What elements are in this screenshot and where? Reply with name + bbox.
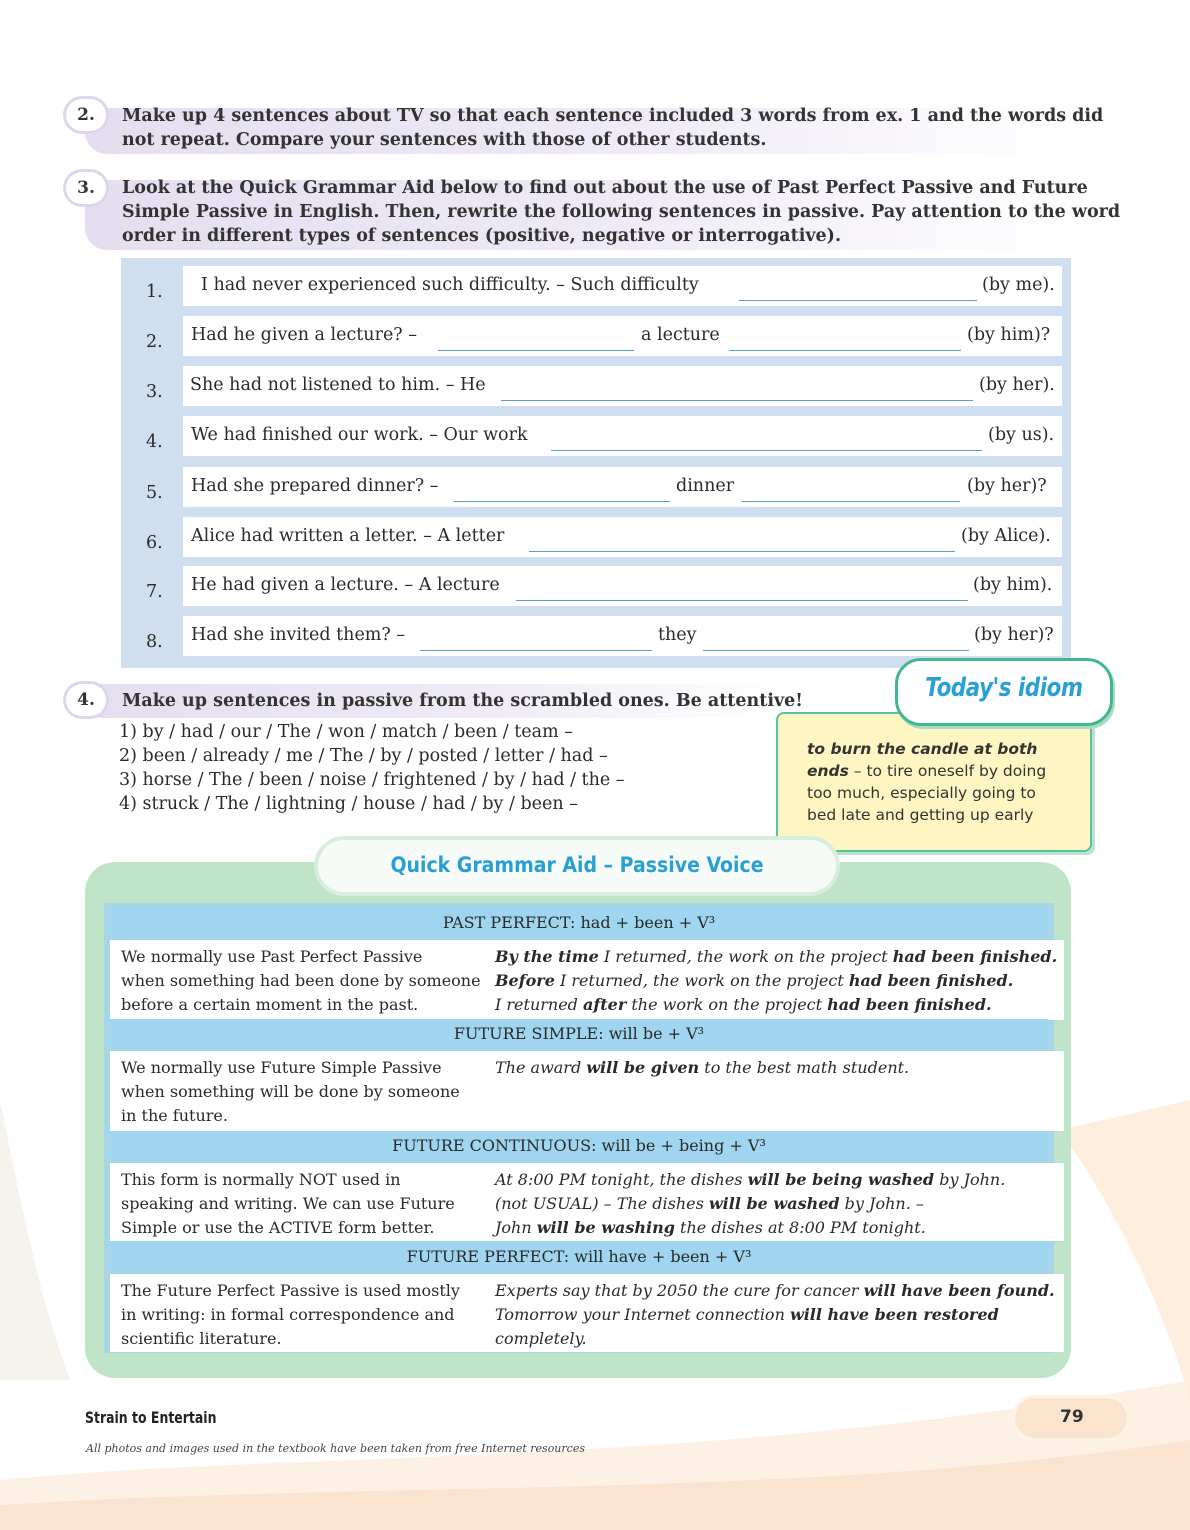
exercise-4-number: 4. xyxy=(66,684,106,716)
example-line xyxy=(495,1327,1056,1351)
example-emphasis: Before xyxy=(495,971,555,990)
example-line xyxy=(495,1168,1056,1192)
example-emphasis: will be being washed xyxy=(747,1170,935,1189)
footnote: All photos and images used in the textbook have been taken from free Internet resources xyxy=(86,1442,585,1455)
example-text: I returned, the work on the project xyxy=(554,971,849,990)
example-text: Tomorrow your Internet connection xyxy=(495,1305,790,1324)
idiom-meaning: – to tire oneself by doing xyxy=(848,762,1047,780)
scrambled-item: 2) been / already / me / The / by / posted / letter / had – xyxy=(119,746,608,766)
usage-line: when something will be done by someone xyxy=(121,1082,460,1101)
example-emphasis: will be washed xyxy=(708,1194,840,1213)
grammar-usage-cell xyxy=(110,940,505,1020)
idiom-meaning: bed late and getting up early xyxy=(807,806,1034,824)
exercise-row xyxy=(183,517,1062,557)
example-emphasis: after xyxy=(583,995,627,1014)
answer-blank[interactable] xyxy=(729,350,961,351)
answer-blank[interactable] xyxy=(739,300,977,301)
example-line xyxy=(495,1279,1056,1303)
grammar-section-header: FUTURE PERFECT: will have + been + V³ xyxy=(110,1242,1048,1272)
item-ending: (by us). xyxy=(988,425,1055,445)
answer-blank[interactable] xyxy=(438,350,634,351)
example-text: (not USUAL) – The dishes xyxy=(495,1194,709,1213)
scrambled-item: 3) horse / The / been / noise / frightened / by / had / the – xyxy=(119,770,625,790)
instruction-line: not repeat. Compare your sentences with those of other students. xyxy=(122,130,767,150)
example-line xyxy=(495,1192,1056,1216)
answer-blank[interactable] xyxy=(454,501,670,502)
item-ending: (by me). xyxy=(982,275,1055,295)
instruction-line: Look at the Quick Grammar Aid below to find out about the use of Past Perfect Passive and Future xyxy=(122,178,1088,198)
example-text: John xyxy=(495,1218,537,1237)
grammar-section-header: PAST PERFECT: had + been + V³ xyxy=(110,908,1048,938)
usage-line: in writing: in formal correspondence and xyxy=(121,1305,455,1324)
answer-blank[interactable] xyxy=(516,600,968,601)
grammar-aid-title: Quick Grammar Aid – Passive Voice xyxy=(390,853,764,877)
answer-blank[interactable] xyxy=(501,400,973,401)
item-number: 8. xyxy=(146,632,163,652)
usage-line: Simple or use the ACTIVE form better. xyxy=(121,1218,435,1237)
exercise-4-instruction: Make up sentences in passive from the scrambled ones. Be attentive! xyxy=(122,691,803,711)
footer-brand: Strain to Entertain xyxy=(85,1408,217,1427)
grammar-example-cell xyxy=(487,1051,1064,1131)
grammar-usage-cell xyxy=(110,1274,505,1352)
grammar-example-cell xyxy=(487,1163,1064,1241)
instruction-line: Simple Passive in English. Then, rewrite the following sentences in passive. Pay attention to the word xyxy=(122,202,1121,222)
exercise-row xyxy=(183,366,1062,406)
exercise-row xyxy=(183,616,1062,656)
item-ending: (by her)? xyxy=(974,625,1054,645)
usage-line: when something had been done by someone xyxy=(121,971,481,990)
item-prompt: Had he given a lecture? – xyxy=(191,325,417,345)
grammar-section-header: FUTURE SIMPLE: will be + V³ xyxy=(110,1019,1048,1049)
example-text: At 8:00 PM tonight, the dishes xyxy=(495,1170,748,1189)
usage-line: We normally use Past Perfect Passive xyxy=(121,947,423,966)
scrambled-item: 1) by / had / our / The / won / match / been / team – xyxy=(119,722,573,742)
exercise-3-instruction xyxy=(122,176,1121,248)
item-prompt: I had never experienced such difficulty. – Such difficulty xyxy=(201,275,699,295)
item-number: 7. xyxy=(146,582,163,602)
example-text: Experts say that by 2050 the cure for cancer xyxy=(495,1281,864,1300)
example-text: the dishes at 8:00 PM tonight. xyxy=(674,1218,926,1237)
item-ending: (by him)? xyxy=(967,325,1051,345)
example-emphasis: will have been found. xyxy=(863,1281,1055,1300)
example-text: The award xyxy=(495,1058,587,1077)
item-prompt: Alice had written a letter. – A letter xyxy=(191,526,505,546)
item-middle: dinner xyxy=(676,476,735,496)
item-prompt: We had finished our work. – Our work xyxy=(191,425,528,445)
exercise-3-number: 3. xyxy=(66,172,106,204)
scrambled-item: 4) struck / The / lightning / house / had / by / been – xyxy=(119,794,578,814)
grammar-usage-cell xyxy=(110,1051,505,1131)
item-number: 6. xyxy=(146,533,163,553)
grammar-aid-title-pill xyxy=(318,840,836,892)
idiom-meaning: too much, especially going to xyxy=(807,784,1036,802)
example-emphasis: had been finished. xyxy=(827,995,992,1014)
example-line xyxy=(495,969,1056,993)
exercise-row xyxy=(183,416,1062,456)
item-ending: (by her). xyxy=(979,375,1055,395)
exercise-row xyxy=(183,266,1062,306)
grammar-usage-cell xyxy=(110,1163,505,1241)
item-ending: (by Alice). xyxy=(961,526,1051,546)
exercise-row xyxy=(183,467,1062,507)
grammar-example-cell xyxy=(487,1274,1064,1352)
example-emphasis: will be given xyxy=(586,1058,700,1077)
answer-blank[interactable] xyxy=(551,450,982,451)
example-text: completely. xyxy=(495,1329,587,1348)
idiom-title: Today's idiom xyxy=(925,673,1083,703)
item-prompt: Had she invited them? – xyxy=(191,625,406,645)
answer-blank[interactable] xyxy=(529,551,955,552)
example-emphasis: had been finished. xyxy=(848,971,1014,990)
item-ending: (by him). xyxy=(973,575,1053,595)
instruction-line: order in different types of sentences (positive, negative or interrogative). xyxy=(122,226,842,246)
exercise-row xyxy=(183,566,1062,606)
item-middle: they xyxy=(658,625,697,645)
example-text: the work on the project xyxy=(626,995,828,1014)
grammar-section-header: FUTURE CONTINUOUS: will be + being + V³ xyxy=(110,1131,1048,1161)
exercise-2-instruction xyxy=(122,104,1104,152)
example-text: by John. xyxy=(934,1170,1006,1189)
item-number: 5. xyxy=(146,483,163,503)
item-prompt: Had she prepared dinner? – xyxy=(191,476,439,496)
idiom-phrase: to burn the candle at both xyxy=(807,740,1038,758)
example-line xyxy=(495,993,1056,1017)
usage-line: This form is normally NOT used in xyxy=(121,1170,401,1189)
item-number: 4. xyxy=(146,432,163,452)
example-emphasis: will have been restored xyxy=(789,1305,999,1324)
item-number: 2. xyxy=(146,332,163,352)
instruction-line: Make up 4 sentences about TV so that each sentence included 3 words from ex. 1 and the words did xyxy=(122,106,1104,126)
item-prompt: She had not listened to him. – He xyxy=(190,375,486,395)
example-text: I returned, the work on the project xyxy=(598,947,893,966)
example-line xyxy=(495,1303,1056,1327)
example-emphasis: will be washing xyxy=(536,1218,675,1237)
example-line xyxy=(495,1216,1056,1240)
example-line xyxy=(495,1056,1056,1080)
usage-line: before a certain moment in the past. xyxy=(121,995,419,1014)
item-number: 3. xyxy=(146,382,163,402)
usage-line: We normally use Future Simple Passive xyxy=(121,1058,442,1077)
example-text: to the best math student. xyxy=(699,1058,910,1077)
item-prompt: He had given a lecture. – A lecture xyxy=(191,575,500,595)
example-emphasis: had been finished. xyxy=(892,947,1058,966)
grammar-example-cell xyxy=(487,940,1064,1020)
item-ending: (by her)? xyxy=(967,476,1047,496)
page-number: 79 xyxy=(1060,1407,1084,1427)
item-middle: a lecture xyxy=(641,325,720,345)
idiom-title-tab xyxy=(895,658,1113,726)
answer-blank[interactable] xyxy=(703,650,969,651)
exercise-row xyxy=(183,316,1062,356)
usage-line: speaking and writing. We can use Future xyxy=(121,1194,455,1213)
answer-blank[interactable] xyxy=(742,501,960,502)
example-line xyxy=(495,945,1056,969)
idiom-box xyxy=(776,712,1092,852)
idiom-phrase: ends xyxy=(807,762,849,780)
usage-line: scientific literature. xyxy=(121,1329,282,1348)
example-text: I returned xyxy=(495,995,584,1014)
exercise-2-number: 2. xyxy=(66,99,106,131)
item-number: 1. xyxy=(146,282,163,302)
usage-line: The Future Perfect Passive is used mostly xyxy=(121,1281,460,1300)
example-emphasis: By the time xyxy=(495,947,599,966)
usage-line: in the future. xyxy=(121,1106,228,1125)
answer-blank[interactable] xyxy=(420,650,652,651)
example-text: by John. – xyxy=(839,1194,924,1213)
idiom-text xyxy=(807,738,1077,826)
